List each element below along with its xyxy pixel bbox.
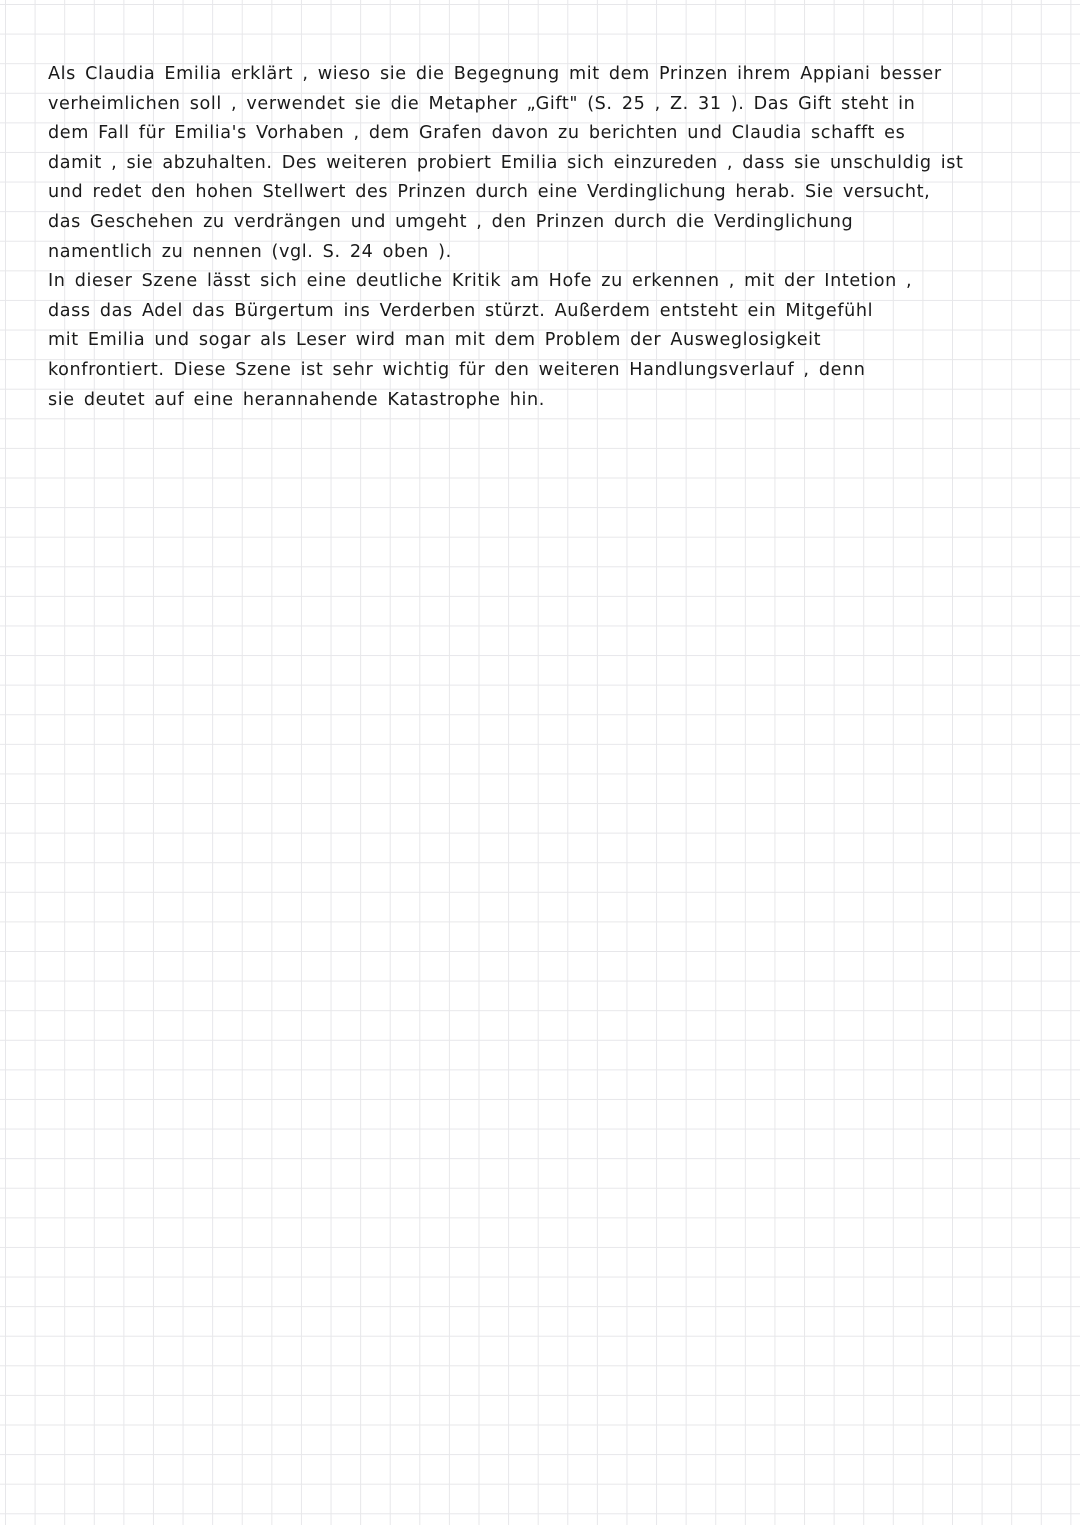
text-line-7: namentlich zu nennen (vgl. S. 24 oben ). [48,241,452,262]
text-line-1: Als Claudia Emilia erklärt , wieso sie die Begegnung mit dem Prinzen ihrem Appiani besser [48,64,942,84]
text-line-11: konfrontiert. Diese Szene ist sehr wichtig für den weiteren Handlungsverlauf , denn [48,359,866,380]
text-line-8: In dieser Szene lässt sich eine deutliche Kritik am Hofe zu erkennen , mit der Intetion , [48,271,913,292]
text-line-4: damit , sie abzuhalten. Des weiteren probiert Emilia sich einzureden , dass sie unschuldig ist [48,152,964,173]
text-line-6: das Geschehen zu verdrängen und umgeht , den Prinzen durch die Verdinglichung [48,211,854,232]
text-line-10: mit Emilia und sogar als Leser wird man mit dem Problem der Ausweglosigkeit [48,330,822,351]
text-line-12: sie deutet auf eine herannahende Katastrophe hin. [48,389,545,410]
text-line-3: dem Fall für Emilia's Vorhaben , dem Grafen davon zu berichten und Claudia schafft es [48,123,906,144]
text-line-2: verheimlichen soll , verwendet sie die Metapher „Gift" (S. 25 , Z. 31 ). Das Gift steht in [48,93,916,114]
text-line-9: dass das Adel das Bürgertum ins Verderben stürzt. Außerdem entsteht ein Mitgefühl [48,300,874,321]
handwritten-text-block [48,60,1048,415]
text-line-5: und redet den hohen Stellwert des Prinzen durch eine Verdinglichung herab. Sie versucht, [48,182,931,203]
